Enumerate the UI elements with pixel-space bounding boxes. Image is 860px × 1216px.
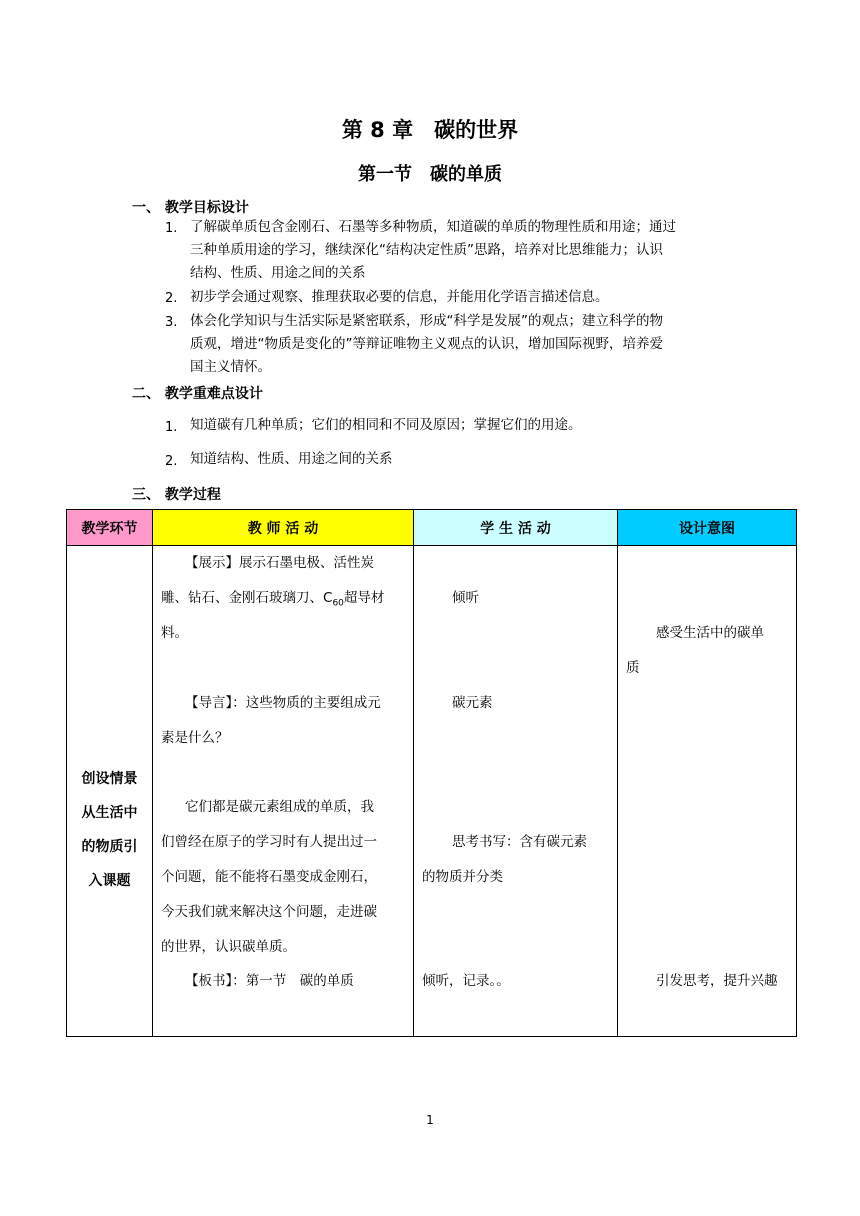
list-item-text: 结构、性质、用途之间的关系 xyxy=(190,265,366,281)
list-item-text: 体会化学知识与生活实际是紧密联系，形成“科学是发展”的观点；建立科学的物 xyxy=(190,313,663,329)
teacher-text: 素是什么？ xyxy=(161,730,229,746)
section-title: 第一节 碳的单质 xyxy=(358,164,502,185)
student-text: 碳元素 xyxy=(452,695,493,711)
table-row xyxy=(67,546,797,1037)
teacher-text: 【导言】：这些物质的主要组成元 xyxy=(185,695,381,711)
list-item-number: 1. xyxy=(165,221,178,236)
lesson-plan-table xyxy=(66,509,797,1037)
teacher-text: 它们都是碳元素组成的单质，我 xyxy=(185,799,374,815)
header-teacher-activity: 教 师 活 动 xyxy=(153,510,414,546)
intent-text: 感受生活中的碳单 xyxy=(656,625,764,641)
teacher-activity-cell xyxy=(153,546,414,1037)
teacher-text: 雕、钻石、金刚石玻璃刀、$C_{60}$超导材 xyxy=(161,590,385,609)
table-header-row xyxy=(67,510,797,546)
teacher-text: 料。 xyxy=(161,625,188,641)
teacher-text: 个问题，能不能将石墨变成金刚石， xyxy=(161,869,377,885)
teacher-text: 【板书】：第一节 碳的单质 xyxy=(185,973,354,989)
list-item-text: 初步学会通过观察、推理获取必要的信息，并能用化学语言描述信息。 xyxy=(190,289,609,305)
student-text: 思考书写：含有碳元素 xyxy=(452,834,587,850)
header-student-activity: 学 生 活 动 xyxy=(414,510,618,546)
section-heading-objectives: 一、 教学目标设计 xyxy=(132,200,249,216)
list-item-number: 1. xyxy=(165,420,178,435)
header-stage: 教学环节 xyxy=(67,510,153,546)
list-item-number: 2. xyxy=(165,454,178,469)
list-item-text: 国主义情怀。 xyxy=(190,359,271,375)
list-item-number: 3. xyxy=(165,315,178,330)
list-item-text: 知道结构、性质、用途之间的关系 xyxy=(190,451,393,467)
section-heading-key-points: 二、 教学重难点设计 xyxy=(132,386,263,402)
intent-text: 质 xyxy=(626,660,640,676)
student-text: 的物质并分类 xyxy=(422,869,503,885)
teacher-text: 的世界，认识碳单质。 xyxy=(161,939,296,955)
stage-label: 创设情景 从生活中 的物质引 入课题 xyxy=(81,771,138,889)
list-item-text: 了解碳单质包含金刚石、石墨等多种物质，知道碳的单质的物理性质和用途；通过 xyxy=(190,219,676,235)
page-number: 1 xyxy=(426,1113,434,1127)
intent-text: 引发思考，提升兴趣 xyxy=(656,973,778,989)
chapter-title: 第 8 章 碳的世界 xyxy=(341,118,519,142)
teacher-text: 今天我们就来解决这个问题，走进碳 xyxy=(161,904,377,920)
student-text: 倾听 xyxy=(452,590,479,606)
teacher-text: 【展示】展示石墨电极、活性炭 xyxy=(185,555,374,571)
header-design-intent: 设计意图 xyxy=(618,510,797,546)
list-item-text: 知道碳有几种单质；它们的相同和不同及原因；掌握它们的用途。 xyxy=(190,417,582,433)
student-activity-cell xyxy=(414,546,618,1037)
list-item-text: 三种单质用途的学习，继续深化“结构决定性质”思路，培养对比思维能力；认识 xyxy=(190,242,663,258)
teacher-text: 们曾经在原子的学习时有人提出过一 xyxy=(161,834,377,850)
design-intent-cell xyxy=(618,546,797,1037)
list-item-text: 质观，增进“物质是变化的”等辩证唯物主义观点的认识，增加国际视野，培养爱 xyxy=(190,336,663,352)
stage-cell xyxy=(67,546,153,1037)
student-text: 倾听，记录。。 xyxy=(422,973,510,989)
section-heading-process: 三、 教学过程 xyxy=(132,487,221,503)
list-item-number: 2. xyxy=(165,291,178,306)
